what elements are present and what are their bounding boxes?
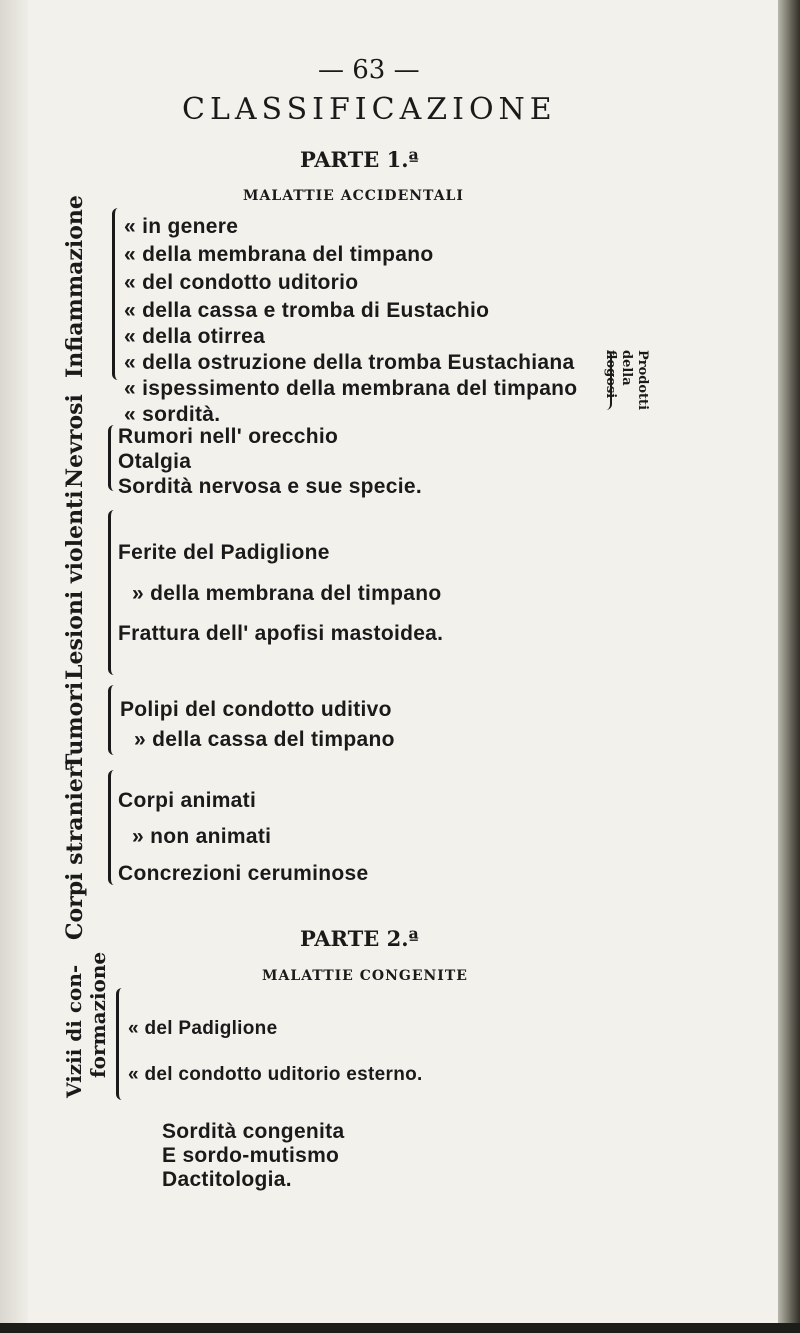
list-item: Otalgia bbox=[118, 450, 192, 473]
list-item: « del Padiglione bbox=[128, 1018, 278, 1039]
side-note-line: flogosi bbox=[603, 350, 618, 399]
group-label-lesioni-violenti: Lesioni violenti bbox=[62, 490, 88, 680]
page-left-edge bbox=[0, 0, 28, 1333]
brace-infiammazione bbox=[112, 208, 123, 380]
list-item: « della otirrea bbox=[124, 325, 266, 348]
list-item: Polipi del condotto uditivo bbox=[120, 698, 392, 721]
trailing-line: Dactitologia. bbox=[162, 1168, 292, 1191]
list-item: Frattura dell' apofisi mastoidea. bbox=[118, 622, 444, 645]
list-item: « della ostruzione della tromba Eustachiana bbox=[124, 351, 575, 374]
list-item: « del condotto uditorio bbox=[124, 271, 359, 294]
group-label-vizii-line1: Vizii di con- bbox=[62, 964, 86, 1098]
trailing-line: E sordo-mutismo bbox=[162, 1144, 340, 1167]
list-item: » della membrana del timpano bbox=[132, 582, 442, 605]
group-label-corpi-stranieri: Corpi stranieri bbox=[62, 758, 88, 940]
list-item: » non animati bbox=[132, 825, 272, 848]
list-item: « della cassa e tromba di Eustachio bbox=[124, 299, 490, 322]
list-item: » della cassa del timpano bbox=[134, 728, 395, 751]
part1-subheading: MALATTIE ACCIDENTALI bbox=[243, 188, 464, 204]
list-item: « della membrana del timpano bbox=[124, 243, 434, 266]
brace-lesioni bbox=[108, 510, 119, 675]
list-item: Concrezioni ceruminose bbox=[118, 862, 369, 885]
list-item: « ispessimento della membrana del timpano bbox=[124, 377, 578, 400]
part2-subheading: MALATTIE CONGENITE bbox=[262, 968, 468, 984]
list-item: Rumori nell' orecchio bbox=[118, 425, 339, 448]
list-item: « in genere bbox=[124, 215, 239, 238]
list-item: « sordità. bbox=[124, 403, 221, 426]
page-title: CLASSIFICAZIONE bbox=[182, 92, 557, 127]
part2-heading: PARTE 2.ª bbox=[300, 926, 419, 951]
list-item: Sordità nervosa e sue specie. bbox=[118, 475, 423, 498]
group-label-vizii-line2: formazione bbox=[86, 951, 110, 1078]
list-item: Ferite del Padiglione bbox=[118, 541, 330, 564]
group-label-nevrosi: Nevrosi bbox=[62, 394, 88, 488]
group-label-tumori: Tumori bbox=[62, 681, 88, 770]
brace-vizii bbox=[116, 988, 127, 1100]
page-number: — 63 — bbox=[318, 55, 420, 85]
side-note-line: Prodotti bbox=[635, 350, 650, 411]
side-note-line: della bbox=[619, 350, 634, 386]
page-right-edge bbox=[778, 0, 800, 1333]
trailing-line: Sordità congenita bbox=[162, 1120, 345, 1143]
brace-tumori bbox=[108, 685, 119, 755]
list-item: « del condotto uditorio esterno. bbox=[128, 1064, 423, 1085]
list-item: Corpi animati bbox=[118, 789, 257, 812]
part1-heading: PARTE 1.ª bbox=[300, 147, 419, 172]
group-label-infiammazione: Infiammazione bbox=[62, 195, 88, 378]
page-bottom-edge bbox=[0, 1323, 800, 1333]
